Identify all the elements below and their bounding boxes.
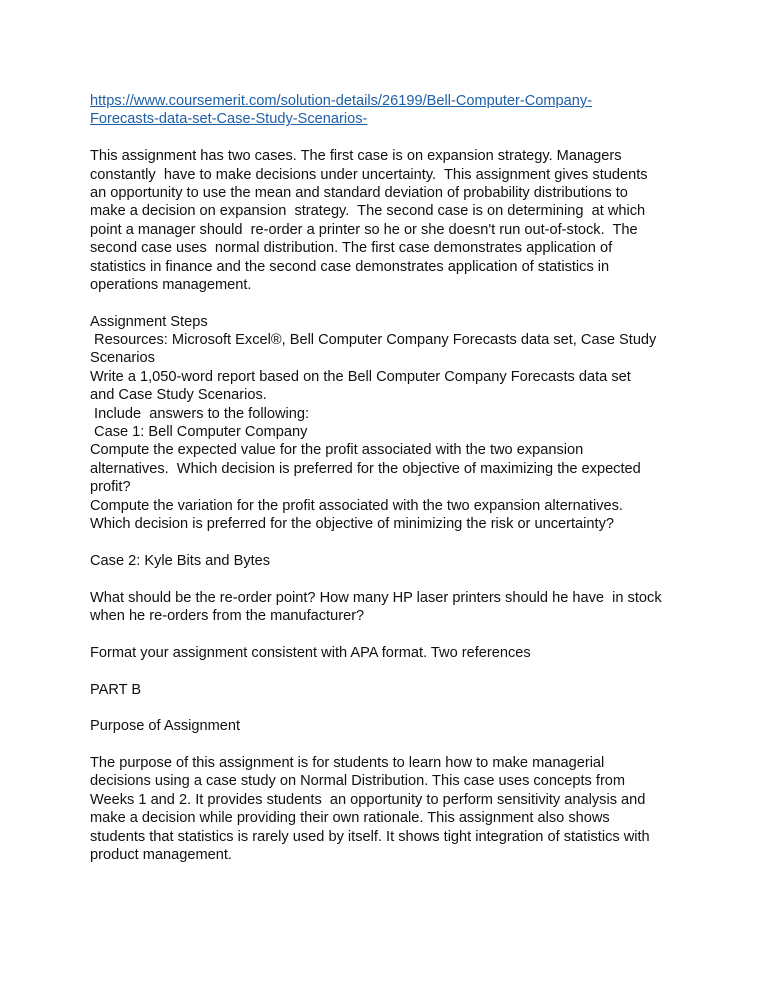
purpose-line: Weeks 1 and 2. It provides students an opportunity to perform sensitivity analysis and bbox=[90, 791, 646, 808]
source-link-line-1[interactable]: https://www.coursemerit.com/solution-details/26199/Bell-Computer-Company- bbox=[90, 93, 593, 109]
intro-line: This assignment has two cases. The first case is on expansion strategy. Managers bbox=[90, 148, 622, 165]
spacer bbox=[90, 129, 690, 147]
steps-line: Write a 1,050-word report based on the Bell Computer Company Forecasts data set bbox=[90, 368, 631, 385]
steps-line: Compute the expected value for the profit associated with the two expansion bbox=[90, 442, 584, 459]
steps-line: Include answers to the following: bbox=[90, 405, 310, 422]
spacer bbox=[90, 662, 690, 680]
purpose-heading: Purpose of Assignment bbox=[90, 718, 241, 735]
assignment-steps bbox=[90, 313, 690, 534]
intro-line: an opportunity to use the mean and standard deviation of probability distributions to bbox=[90, 184, 628, 201]
steps-line: and Case Study Scenarios. bbox=[90, 387, 267, 404]
part-b-heading: PART B bbox=[90, 681, 142, 698]
spacer bbox=[90, 570, 690, 588]
steps-line: Assignment Steps bbox=[90, 313, 208, 330]
steps-line: Resources: Microsoft Excel®, Bell Computer Company Forecasts data set, Case Study bbox=[90, 332, 657, 349]
case2-line: when he re-orders from the manufacturer? bbox=[90, 607, 365, 624]
spacer bbox=[90, 294, 690, 312]
spacer bbox=[90, 736, 690, 754]
case2-line: What should be the re-order point? How many HP laser printers should he have in stock bbox=[90, 589, 662, 606]
document-body bbox=[90, 92, 690, 864]
purpose-paragraph bbox=[90, 754, 690, 864]
intro-paragraph bbox=[90, 147, 690, 294]
steps-line: profit? bbox=[90, 479, 131, 496]
intro-line: operations management. bbox=[90, 276, 252, 293]
format-instruction: Format your assignment consistent with APA format. Two references bbox=[90, 644, 531, 661]
steps-line: Which decision is preferred for the objective of minimizing the risk or uncertainty? bbox=[90, 515, 614, 532]
purpose-line: make a decision while providing their own rationale. This assignment also shows bbox=[90, 810, 610, 827]
steps-line: Case 1: Bell Computer Company bbox=[90, 424, 308, 441]
intro-line: point a manager should re-order a printer so he or she doesn't run out-of-stock. The bbox=[90, 221, 638, 238]
intro-line: statistics in finance and the second case demonstrates application of statistics in bbox=[90, 258, 610, 275]
purpose-line: students that statistics is rarely used by itself. It shows tight integration of statistics with bbox=[90, 828, 650, 845]
intro-line: second case uses normal distribution. The first case demonstrates application of bbox=[90, 240, 613, 257]
purpose-line: product management. bbox=[90, 847, 232, 864]
steps-line: Compute the variation for the profit associated with the two expansion alternatives. bbox=[90, 497, 623, 514]
intro-line: constantly have to make decisions under uncertainty. This assignment gives students bbox=[90, 166, 648, 183]
purpose-line: decisions using a case study on Normal Distribution. This case uses concepts from bbox=[90, 773, 626, 790]
purpose-line: The purpose of this assignment is for students to learn how to make managerial bbox=[90, 755, 605, 772]
spacer bbox=[90, 699, 690, 717]
case2-heading: Case 2: Kyle Bits and Bytes bbox=[90, 552, 271, 569]
spacer bbox=[90, 533, 690, 551]
source-link[interactable] bbox=[90, 92, 690, 129]
steps-line: alternatives. Which decision is preferred for the objective of maximizing the expected bbox=[90, 460, 641, 477]
intro-line: make a decision on expansion strategy. The second case is on determining at which bbox=[90, 203, 646, 220]
case2-questions bbox=[90, 589, 690, 626]
steps-line: Scenarios bbox=[90, 350, 155, 367]
spacer bbox=[90, 625, 690, 643]
source-link-line-2[interactable]: Forecasts-data-set-Case-Study-Scenarios- bbox=[90, 111, 368, 128]
